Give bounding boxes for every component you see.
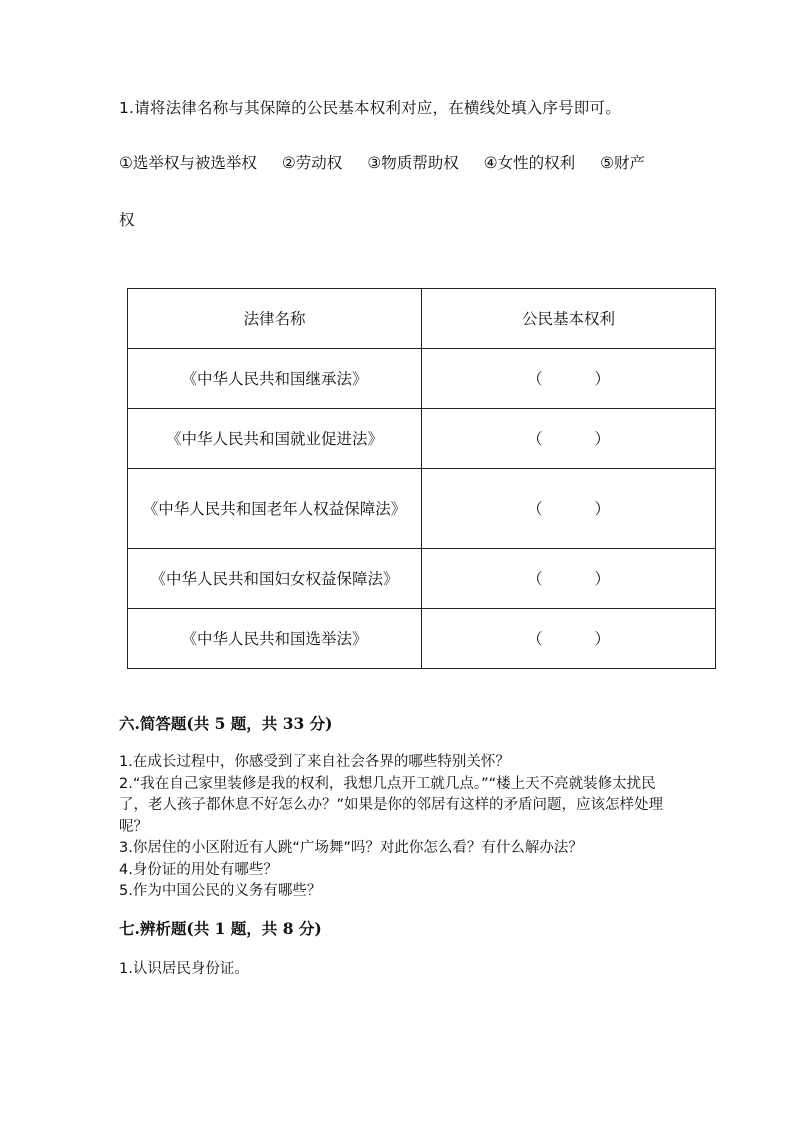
law-name: 《中华人民共和国老年人权益保障法》	[128, 469, 422, 549]
header-law-name: 法律名称	[128, 289, 422, 349]
answer-blank[interactable]: （ ）	[422, 409, 716, 469]
answer-blank[interactable]: （ ）	[422, 349, 716, 409]
table-row	[128, 349, 716, 409]
option-4: ④女性的权利	[483, 154, 576, 172]
law-rights-table	[127, 288, 716, 669]
answer-blank[interactable]: （ ）	[422, 469, 716, 549]
option-5-continuation: 权	[119, 211, 135, 229]
analysis-question-1: 1.认识居民身份证。	[119, 961, 249, 977]
law-name: 《中华人民共和国选举法》	[128, 609, 422, 669]
option-3: ③物质帮助权	[367, 154, 459, 172]
question-1-prompt: 1.请将法律名称与其保障的公民基本权利对应，在横线处填入序号即可。	[119, 99, 621, 117]
table-row	[128, 469, 716, 549]
option-2: ②劳动权	[281, 154, 343, 172]
option-5: ⑤财产	[600, 154, 646, 172]
table-header-row	[128, 289, 716, 349]
list-item: 3.你居住的小区附近有人跳“广场舞”吗？对此你怎么看？有什么解办法？	[119, 840, 583, 856]
section-7-title: 七.辨析题(共 1 题，共 8 分)	[119, 919, 322, 938]
answer-blank[interactable]: （ ）	[422, 609, 716, 669]
list-item: 5.作为中国公民的义务有哪些？	[119, 883, 322, 899]
table-row	[128, 549, 716, 609]
table-row	[128, 609, 716, 669]
law-name: 《中华人民共和国就业促进法》	[128, 409, 422, 469]
rights-options	[119, 151, 645, 173]
header-civil-right: 公民基本权利	[422, 289, 716, 349]
table-row	[128, 409, 716, 469]
list-item: 4.身份证的用处有哪些？	[119, 861, 278, 878]
section-6-title: 六.简答题(共 5 题，共 33 分)	[119, 714, 333, 733]
short-answer-questions	[119, 752, 679, 903]
answer-blank[interactable]: （ ）	[422, 549, 716, 609]
law-name: 《中华人民共和国妇女权益保障法》	[128, 549, 422, 609]
law-name: 《中华人民共和国继承法》	[128, 349, 422, 409]
option-1: ①选举权与被选举权	[119, 154, 257, 172]
list-item: 2.“我在自己家里装修是我的权利，我想几点开工就几点。”“楼上天不亮就装修太扰民了，老人孩子都休息不好怎么办？”如果是你的邻居有这样的矛盾问题，应该怎样处理呢？	[119, 775, 664, 835]
list-item: 1.在成长过程中，你感受到了来自社会各界的哪些特别关怀？	[119, 754, 510, 770]
